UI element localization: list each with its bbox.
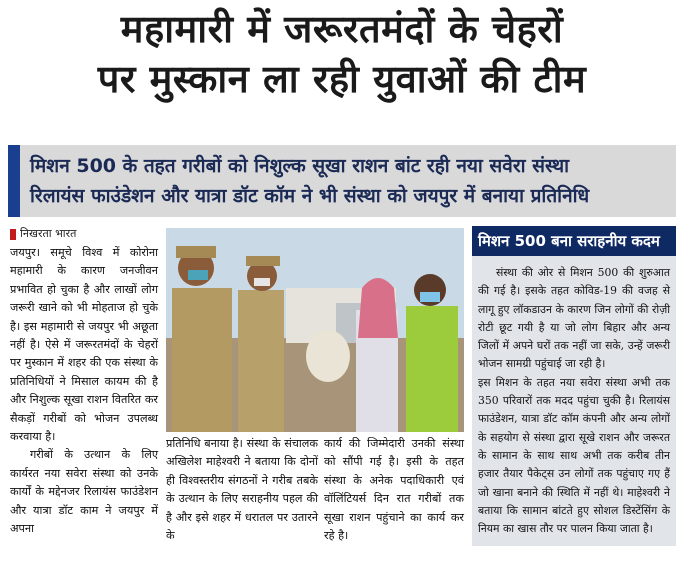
sidebar-title: मिशन 500 बना सराहनीय कदम — [478, 232, 660, 250]
subheadline-line-2: रिलायंस फाउंडेशन और यात्रा डॉट कॉम ने भी संस्था को जयपुर में बनाया प्रतिनिधि — [30, 185, 590, 207]
article-paragraph: प्रतिनिधि बनाया है। संस्था के संचालक अखिलेश माहेश्वरी ने बताया कि दोनों ही विश्वस्तरीय संगठनों ने गरीब तबके के उत्थान के लिए सराहनीय पहल की है और इसे शहर में धरातल पर उतारने के — [166, 437, 318, 543]
subheadline-box — [8, 145, 676, 217]
subheadline-line-1: मिशन 500 के तहत गरीबों को निशुल्क सूखा राशन बांट रही नया सवेरा संस्था — [30, 155, 570, 177]
headline-line-1: महामारी में जरूरतमंदों के चेहरों — [120, 7, 564, 51]
sidebar-box — [472, 226, 676, 546]
people-photo-icon — [166, 228, 464, 432]
sidebar-header — [472, 226, 676, 256]
sidebar-paragraph: संस्था की ओर से मिशन 500 की शुरुआत की गई है। इसके तहत कोविड-19 की वजह से लागू हुए लॉकडाउन के कारण जिन लोगों की रोज़ी रोटी छूट गयी है या जो लोग बिहार और अन्य जिलों में अपने घरों तक नहीं जा सके, उन्हें जरूरी भोजन सामग्री पहुंचाई जा रही है। — [478, 266, 670, 371]
article-column-1 — [10, 244, 158, 539]
byline-marker — [10, 229, 16, 240]
byline — [10, 226, 76, 241]
headline — [0, 4, 684, 104]
article-paragraph: गरीबों के उत्थान के लिए कार्यरत नया सवेरा संस्था को उनके कार्यों के मद्देनजर रिलायंस फाउंडेशन और यात्रा डॉट काम ने जयपुर में अपना — [10, 448, 158, 536]
subheadline-accent — [8, 145, 20, 217]
news-photo — [166, 228, 464, 432]
byline-text: निखरता भारत — [20, 227, 77, 240]
headline-line-2: पर मुस्कान ला रही युवाओं की टीम — [97, 57, 587, 101]
article-column-2 — [166, 435, 318, 545]
sidebar-paragraph: इस मिशन के तहत नया सवेरा संस्था अभी तक 350 परिवारों तक मदद पहुंचा चुकी है। रिलायंस फाउंडेशन, यात्रा डॉट कॉम कंपनी और अन्य लोगों के सहयोग से संस्था द्वारा सूखे राशन और जरूरत के सामान के साथ साथ अभी तक करीब तीन हजार तैयार पैकेट्स उन लोगों तक पहुंचाए गए हैं जो खाना बनाने की स्थिति में नहीं थे। माहेश्वरी ने बताया कि सामान बांटते हुए सोशल डिस्टेंसिंग के नियम का खास तौर पर पालन किया जाता है। — [478, 375, 670, 536]
article-paragraph: कार्य की जिम्मेदारी उनकी संस्था को सौंपी गई है। इसी के तहत संस्था के अनेक पदाधिकारी एवं वॉलिंटियर्स दिन रात गरीबों तक सूखा राशन पहुंचाने का कार्य कर रहे है। — [324, 437, 464, 543]
article-paragraph: जयपुर। समूचे विश्व में कोरोना महामारी के कारण जनजीवन प्रभावित हो चुका है और लाखों लोग जरूरी खाने को भी मोहताज हो चुके है। इस महामारी से जयपुर भी अछूता नहीं है। ऐसे में जरूरतमंदों के चेहरों पर मुस्कान में शहर की एक संस्था के प्रतिनिधियों ने मिसाल कायम की है और निशुल्क सूखा राशन वितरित कर सैकड़ों गरीबों को भोजन उपलब्ध करवाया है। — [10, 246, 158, 444]
article-column-3 — [324, 435, 464, 545]
sidebar-body — [478, 264, 670, 538]
